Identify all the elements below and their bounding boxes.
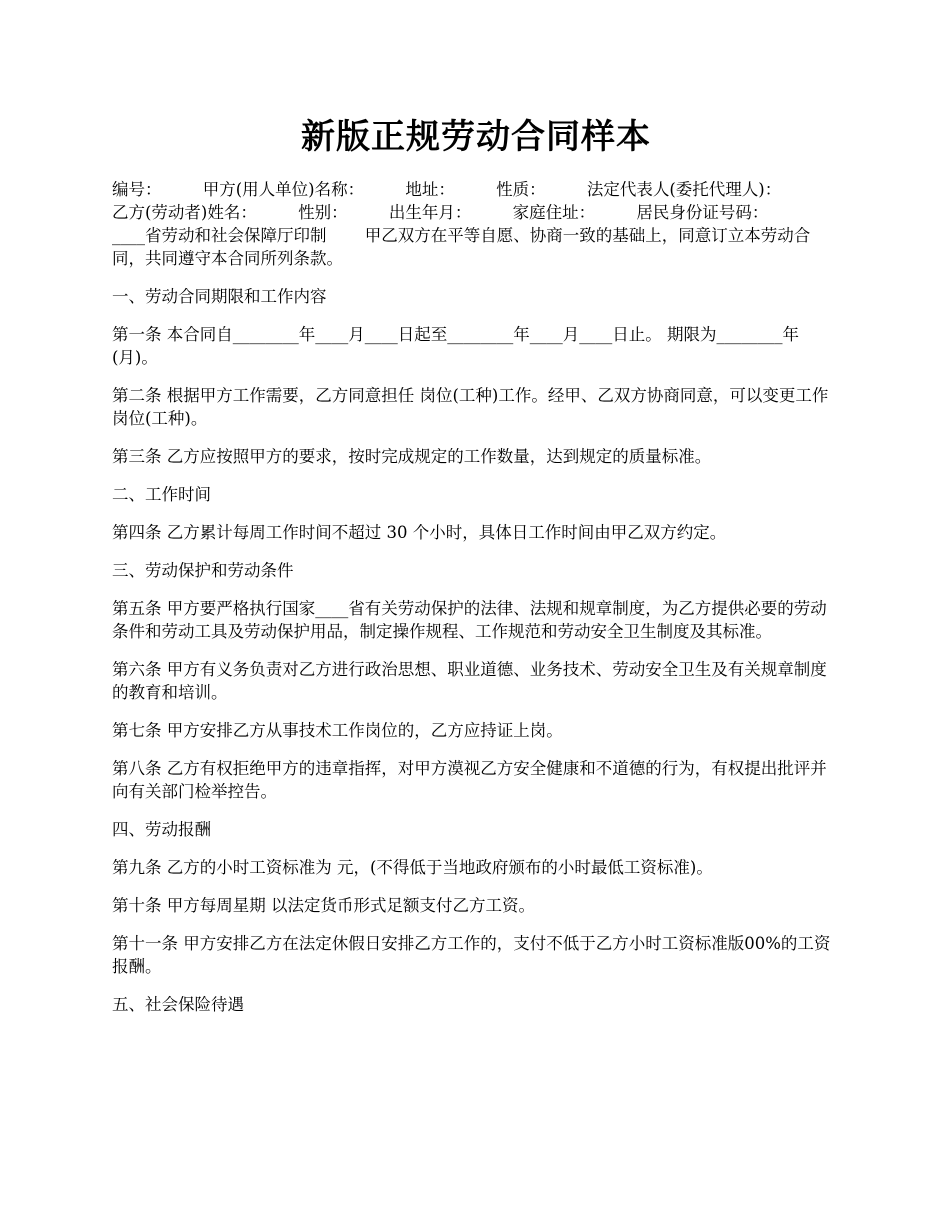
article-5: 第五条 甲方要严格执行国家____省有关劳动保护的法律、法规和规章制度，为乙方提供必要的劳动条件和劳动工具及劳动保护用品，制定操作规程、工作规范和劳动安全卫生制度及其标准。 [112,599,827,641]
document-body [112,178,840,1031]
article-8: 第八条 乙方有权拒绝甲方的违章指挥，对甲方漠视乙方安全健康和不道德的行为，有权提出批评并向有关部门检举控告。 [112,759,827,801]
section-heading-5: 五、社会保险待遇 [112,995,244,1014]
article-7: 第七条 甲方安排乙方从事技术工作岗位的，乙方应持证上岗。 [112,721,563,740]
document-title: 新版正规劳动合同样本 [301,117,651,157]
article-1: 第一条 本合同自________年____月____日起至________年____月____日止。 期限为________年(月)。 [112,325,799,367]
article-4: 第四条 乙方累计每周工作时间不超过 30 个小时，具体日工作时间由甲乙双方约定。 [112,523,727,542]
section-heading-3: 三、劳动保护和劳动条件 [112,561,294,580]
article-6: 第六条 甲方有义务负责对乙方进行政治思想、职业道德、业务技术、劳动安全卫生及有关规章制度的教育和培训。 [112,660,827,702]
section-heading-4: 四、劳动报酬 [112,820,211,839]
article-2: 第二条 根据甲方工作需要，乙方同意担任 岗位(工种)工作。经甲、乙双方协商同意，可以变更工作岗位(工种)。 [112,386,829,428]
contract-header-block [112,178,840,270]
section-heading-2: 二、工作时间 [112,485,211,504]
section-heading-1: 一、劳动合同期限和工作内容 [112,287,327,306]
article-10: 第十条 甲方每周星期 以法定货币形式足额支付乙方工资。 [112,896,535,915]
header-line-2: 乙方(劳动者)姓名： 性别： 出生年月： 家庭住址： 居民身份证号码： [112,203,769,222]
header-line-3: ____省劳动和社会保障厅印制 甲乙双方在平等自愿、协商一致的基础上，同意订立本劳动合同，共同遵守本合同所列条款。 [112,226,811,268]
article-3: 第三条 乙方应按照甲方的要求，按时完成规定的工作数量，达到规定的质量标准。 [112,447,712,466]
article-11: 第十一条 甲方安排乙方在法定休假日安排乙方工作的，支付不低于乙方小时工资标准版00%的工资报酬。 [112,934,831,976]
article-9: 第九条 乙方的小时工资标准为 元，(不得低于当地政府颁布的小时最低工资标准)。 [112,858,713,877]
header-line-1: 编号： 甲方(用人单位)名称： 地址： 性质： 法定代表人(委托代理人)： [112,180,782,199]
